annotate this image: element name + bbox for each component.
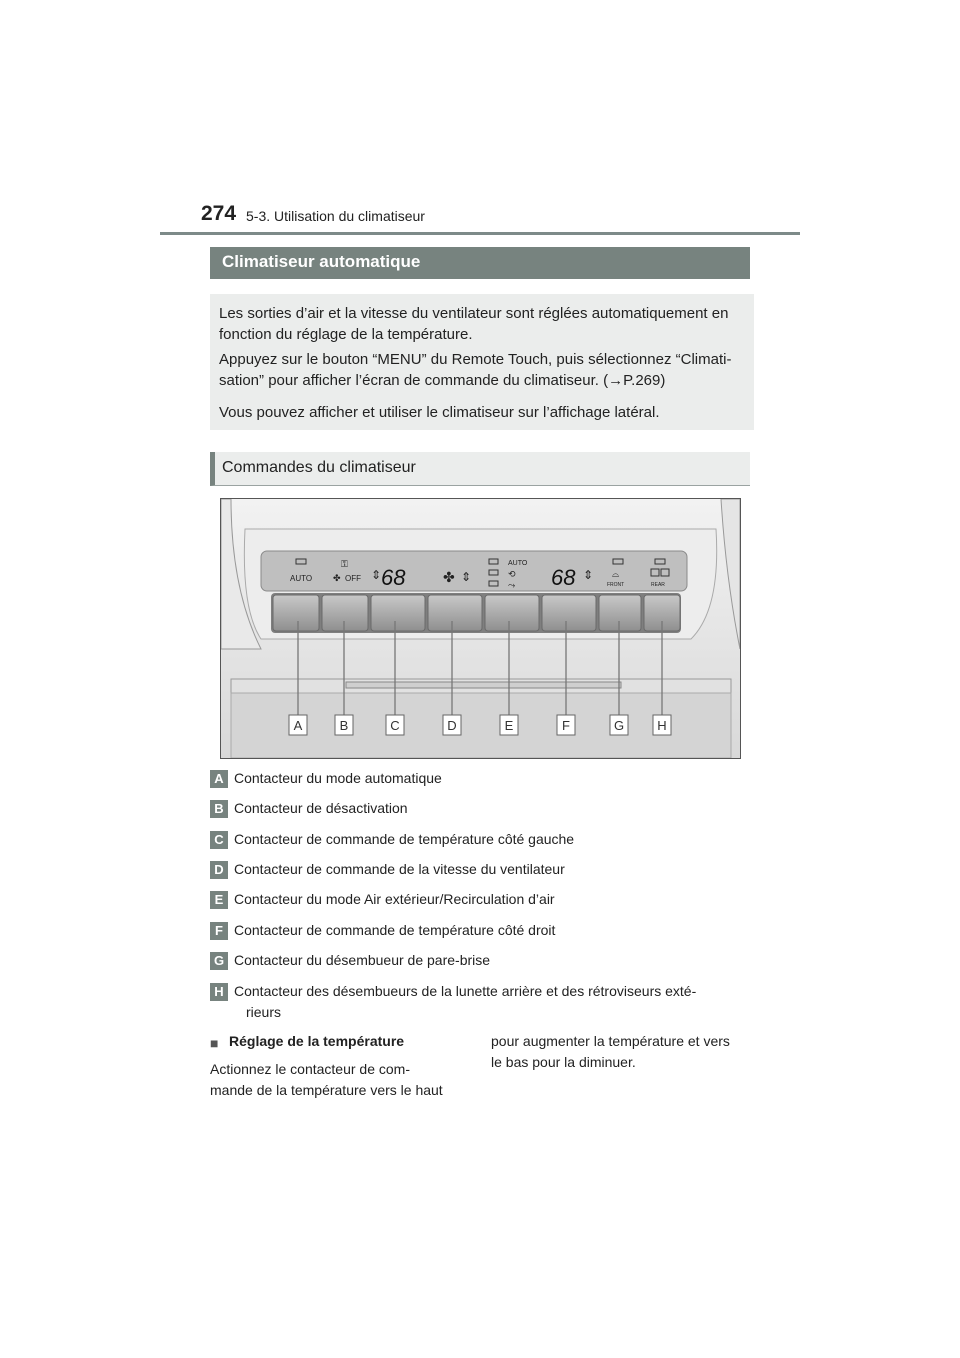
temperature-heading: Réglage de la température: [229, 1033, 405, 1049]
callout-c: C: [390, 718, 400, 733]
temperature-left-column: [210, 1059, 470, 1101]
section-title: Climatiseur automatique: [222, 252, 421, 271]
legend-letter-b: B: [210, 800, 228, 818]
intro-box: [210, 294, 754, 430]
outside-air-icon: ⤳: [508, 581, 516, 591]
temp-left-arrows-icon: ⇕: [371, 568, 382, 582]
panel-auto-small-label: AUTO: [508, 560, 528, 567]
legend-text-e: Contacteur du mode Air extérieur/Recirculation d’air: [234, 891, 555, 907]
legend-text-g: Contacteur du désembueur de pare-brise: [234, 952, 491, 968]
temperature-right-line-2: le bas pour la diminuer.: [491, 1054, 636, 1070]
legend-text-f: Contacteur de commande de température côté droit: [234, 922, 556, 938]
legend-letter-f: F: [210, 922, 228, 940]
legend-text-h-cont: rieurs: [246, 1004, 282, 1020]
legend-text-b: Contacteur de désactivation: [234, 800, 408, 816]
header-rule: [160, 232, 800, 235]
panel-rear-label: REAR: [651, 582, 665, 588]
legend-letter-g: G: [210, 952, 228, 970]
callout-h: H: [657, 718, 667, 733]
lock-fan-icon: ⚿: [341, 560, 348, 570]
climate-control-figure: [220, 498, 741, 759]
page-number: 274: [201, 202, 237, 225]
legend-letter-h: H: [210, 983, 228, 1001]
bullet-square-icon: ■: [210, 1035, 219, 1051]
temperature-right-column: [491, 1031, 755, 1073]
callout-d: D: [447, 718, 457, 733]
temperature-right-line-1: pour augmenter la température et vers: [491, 1033, 730, 1049]
chapter-title: 5-3. Utilisation du climatiseur: [246, 208, 425, 224]
intro-paragraph-2: Appuyez sur le bouton “MENU” du Remote Touch, puis sélectionnez “Climati- sation” pour afficher l’écran de commande du climatiseur. (→P.269): [219, 351, 732, 389]
callout-g: G: [613, 718, 625, 733]
fan-speed-icon: ✤: [443, 570, 455, 586]
panel-temp-right: 68: [551, 565, 576, 590]
subsection-title: Commandes du climatiseur: [222, 459, 416, 476]
front-defog-icon: ⌓: [612, 570, 620, 580]
recirc-icon: ⟲: [508, 570, 516, 580]
callout-e: E: [504, 718, 514, 733]
legend-letter-d: D: [210, 861, 228, 879]
temperature-left-line-2: mande de la température vers le haut: [210, 1082, 443, 1098]
legend-letter-e: E: [210, 891, 228, 909]
legend-text-h: Contacteur des désembueurs de la lunette arrière et des rétroviseurs exté-: [234, 983, 697, 999]
panel-temp-left: 68: [381, 565, 406, 590]
fan-icon: ✤: [333, 574, 341, 584]
callout-f: F: [562, 718, 570, 733]
legend-text-c: Contacteur de commande de température côté gauche: [234, 831, 575, 847]
fan-speed-arrows-icon: ⇕: [461, 570, 472, 584]
temp-right-arrows-icon: ⇕: [583, 568, 594, 582]
legend-text-a: Contacteur du mode automatique: [234, 770, 442, 786]
legend-text-d: Contacteur de commande de la vitesse du ventilateur: [234, 861, 565, 877]
panel-auto-label: AUTO: [290, 574, 313, 583]
intro-paragraph-3: Vous pouvez afficher et utiliser le climatiseur sur l’affichage latéral.: [219, 404, 660, 421]
temperature-left-line-1: Actionnez le contacteur de com-: [210, 1061, 410, 1077]
callout-b: B: [339, 718, 349, 733]
panel-off-label: OFF: [345, 574, 361, 583]
climate-panel-illustration: [221, 499, 740, 758]
intro-paragraph-1: Les sorties d’air et la vitesse du ventilateur sont réglées automatiquement en fonction du réglage de la température.: [219, 305, 729, 343]
callout-a: A: [293, 718, 303, 733]
panel-front-label: FRONT: [607, 582, 625, 588]
legend-letter-c: C: [210, 831, 228, 849]
legend-letter-a: A: [210, 770, 228, 788]
